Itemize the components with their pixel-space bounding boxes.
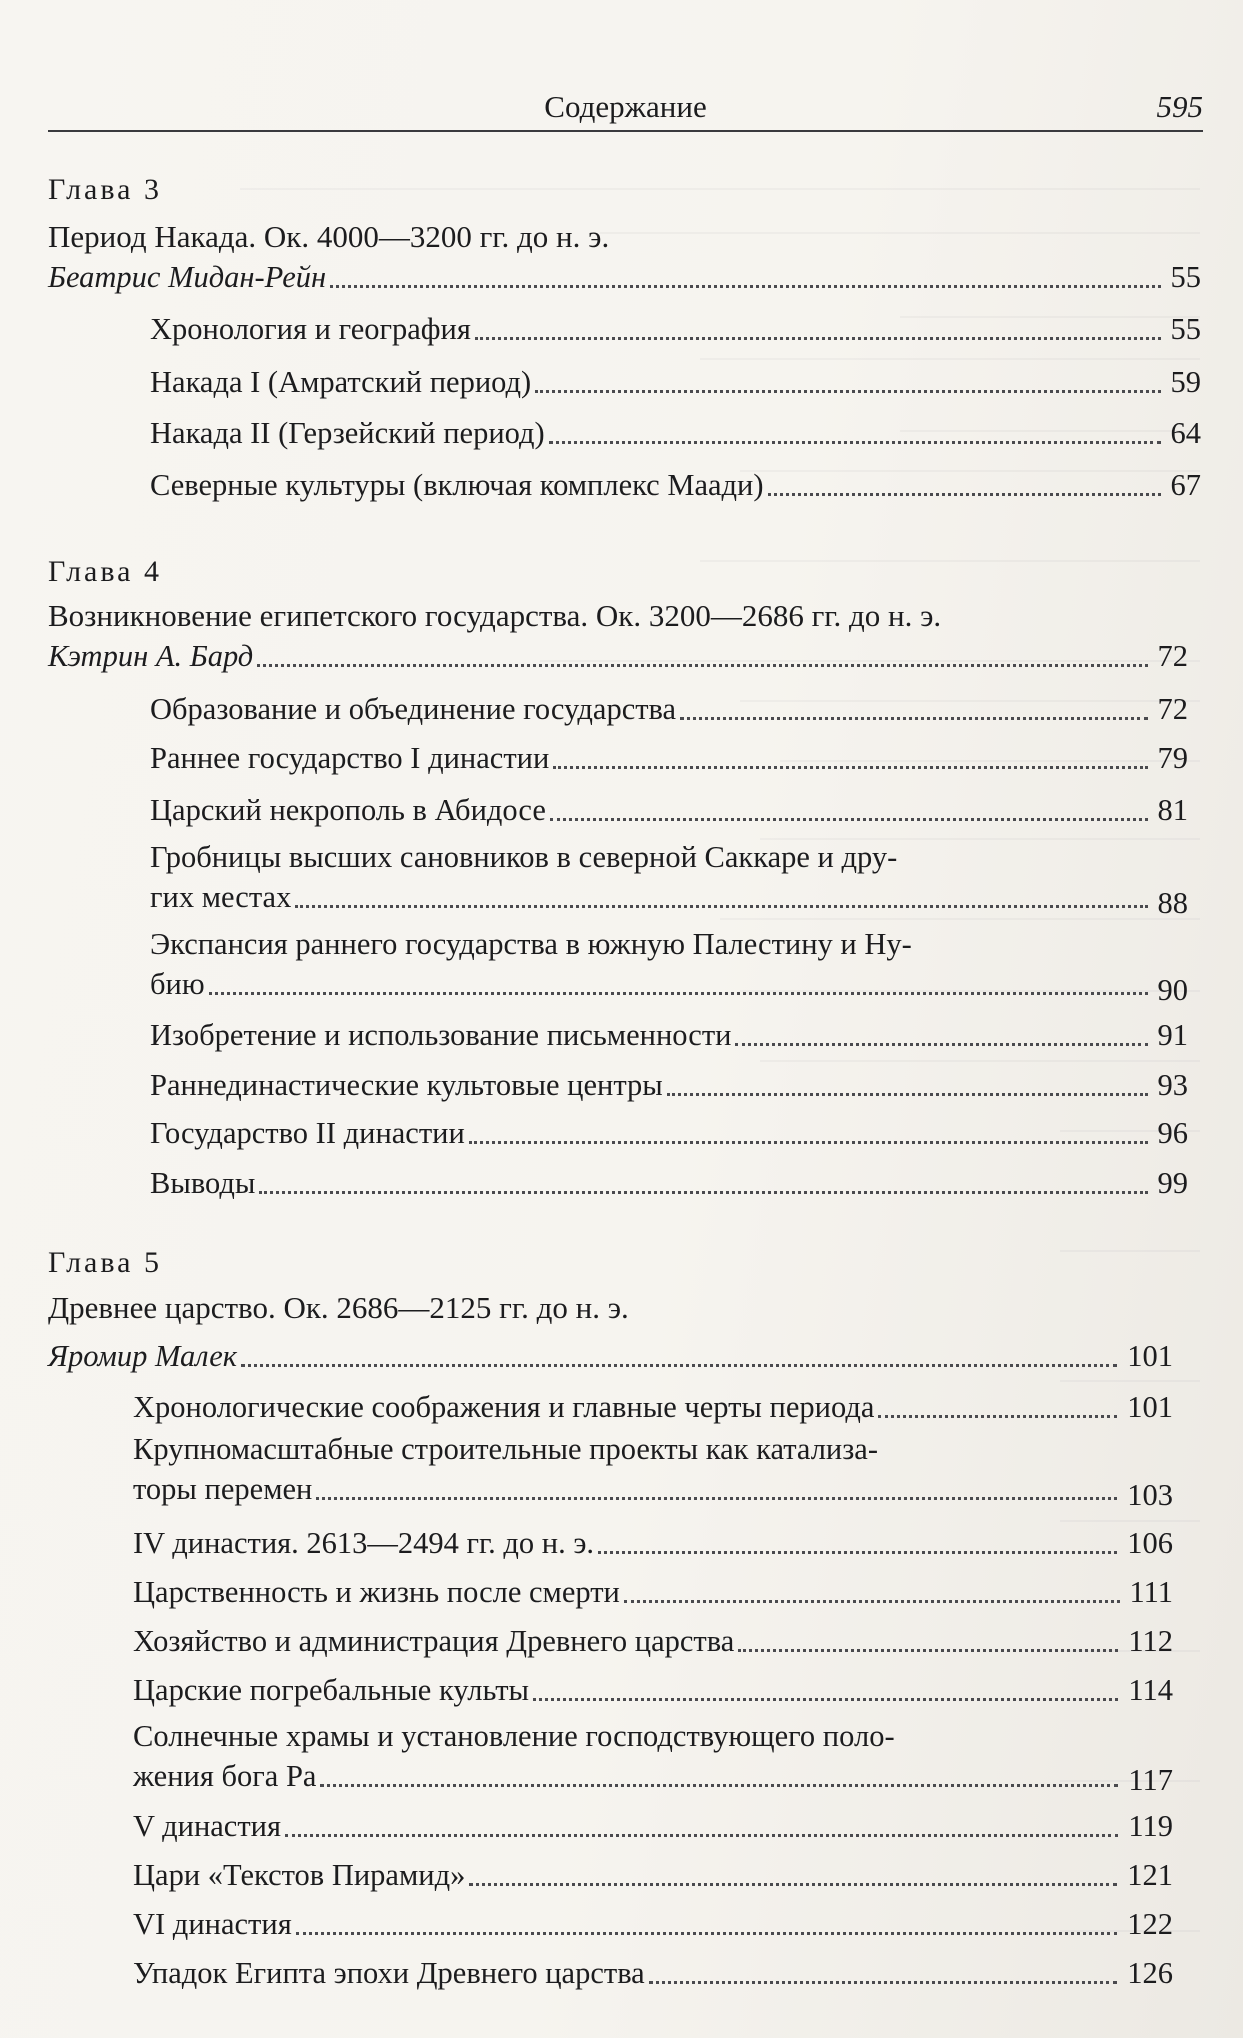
entry-title-line1: Экспансия раннего государства в южную Палестину и Ну- [150, 927, 912, 961]
entry-title: Накада II (Герзейский период) [150, 416, 545, 450]
entry-title-line1: Крупномасштабные строительные проекты как катализа- [133, 1432, 879, 1466]
entry-title: Хозяйство и администрация Древнего царства [133, 1624, 735, 1658]
page-ref: 55 [1170, 312, 1201, 346]
toc-entry[interactable] [133, 1621, 1173, 1661]
running-header [48, 84, 1203, 132]
entry-title-line2: гих местах [150, 880, 292, 914]
leader-dots [259, 1191, 1147, 1194]
leader-dots [549, 441, 1161, 444]
chapter-5-title: Древнее царство. Ок. 2686—2125 гг. до н. э. [48, 1290, 629, 1325]
entry-title: Цари «Текстов Пирамид» [133, 1858, 466, 1892]
leader-dots [738, 1649, 1118, 1652]
entry-title: Изобретение и использование письменности [150, 1018, 732, 1052]
chapter-3-author-entry[interactable] [48, 257, 1201, 297]
chapter-3-label: Глава 3 [48, 173, 162, 206]
entry-title: Царственность и жизнь после смерти [133, 1575, 620, 1609]
toc-entry[interactable] [150, 1015, 1188, 1055]
page-ref: 103 [1127, 1478, 1173, 1512]
page-ref: 59 [1170, 365, 1201, 399]
entry-title: V династия [133, 1809, 282, 1843]
page-ref: 112 [1128, 1624, 1173, 1658]
author-name: Яромир Малек [48, 1339, 238, 1373]
page-ref: 114 [1128, 1673, 1173, 1707]
toc-entry[interactable] [133, 1855, 1173, 1895]
chapter-4-title: Возникновение египетского государства. Ок. 3200—2686 гг. до н. э. [48, 598, 942, 633]
leader-dots [320, 1784, 1118, 1787]
page-ref: 79 [1157, 741, 1188, 775]
toc-entry-wrapped[interactable] [133, 1716, 1173, 1796]
leader-dots [241, 1364, 1117, 1367]
toc-entry-wrapped[interactable] [150, 837, 1188, 920]
leader-dots [533, 1698, 1118, 1701]
leader-dots [624, 1600, 1120, 1603]
page-ref: 64 [1170, 416, 1201, 450]
leader-dots [469, 1883, 1117, 1886]
toc-entry[interactable] [150, 790, 1188, 830]
toc-entry[interactable] [133, 1953, 1173, 1993]
leader-dots [553, 766, 1147, 769]
leader-dots [285, 1834, 1118, 1837]
entry-title-line2: торы перемен [133, 1472, 313, 1506]
entry-title: VI династия [133, 1907, 292, 1941]
author-name: Беатрис Мидан-Рейн [48, 260, 327, 294]
entry-title-line1: Гробницы высших сановников в северной Саккаре и дру- [150, 840, 898, 874]
leader-dots [535, 390, 1160, 393]
entry-title: IV династия. 2613—2494 гг. до н. э. [133, 1526, 595, 1560]
leader-dots [667, 1093, 1148, 1096]
page-ref: 55 [1170, 260, 1201, 294]
entry-title-line2: жения бога Ра [133, 1759, 317, 1793]
leader-dots [768, 493, 1161, 496]
page-ref: 93 [1157, 1068, 1188, 1102]
leader-dots [649, 1981, 1118, 1984]
page-ref: 99 [1157, 1166, 1188, 1200]
leader-dots [316, 1497, 1117, 1500]
toc-entry[interactable] [133, 1806, 1173, 1846]
toc-entry[interactable] [133, 1904, 1173, 1944]
toc-entry-wrapped[interactable] [150, 924, 1188, 1007]
entry-title: Выводы [150, 1166, 256, 1200]
leader-dots [296, 1932, 1118, 1935]
leader-dots [550, 818, 1148, 821]
entry-title-line1: Солнечные храмы и установление господствующего поло- [133, 1719, 895, 1753]
toc-entry-wrapped[interactable] [133, 1429, 1173, 1512]
toc-entry[interactable] [150, 1113, 1188, 1153]
page-ref: 72 [1157, 639, 1188, 673]
page-ref: 81 [1157, 793, 1188, 827]
entry-title: Раннединастические культовые центры [150, 1068, 663, 1102]
entry-title: Царские погребальные культы [133, 1673, 530, 1707]
leader-dots [209, 992, 1148, 995]
toc-entry[interactable] [150, 1163, 1188, 1203]
leader-dots [469, 1141, 1148, 1144]
chapter-4-label: Глава 4 [48, 555, 162, 588]
page-ref: 72 [1157, 692, 1188, 726]
page-ref: 122 [1127, 1907, 1173, 1941]
toc-entry[interactable] [133, 1572, 1173, 1612]
toc-entry[interactable] [133, 1387, 1173, 1427]
page-ref: 67 [1170, 468, 1201, 502]
entry-title: Накада I (Амратский период) [150, 365, 532, 399]
toc-entry[interactable] [150, 1065, 1188, 1105]
chapter-3-title: Период Накада. Ок. 4000—3200 гг. до н. э. [48, 219, 610, 254]
toc-entry[interactable] [150, 689, 1188, 729]
leader-dots [598, 1551, 1117, 1554]
page-ref: 117 [1128, 1763, 1173, 1797]
leader-dots [878, 1415, 1117, 1418]
entry-title: Царский некрополь в Абидосе [150, 793, 546, 827]
entry-title: Упадок Египта эпохи Древнего царства [133, 1956, 645, 1990]
leader-dots [475, 337, 1161, 340]
page-ref: 121 [1127, 1858, 1173, 1892]
page-ref: 119 [1128, 1809, 1173, 1843]
toc-entry[interactable] [150, 465, 1201, 505]
chapter-5-label: Глава 5 [48, 1246, 162, 1279]
entry-title-line2: бию [150, 967, 205, 1001]
running-title: Содержание [544, 89, 707, 124]
page-ref: 96 [1157, 1116, 1188, 1150]
chapter-5-author-entry[interactable] [48, 1336, 1173, 1376]
author-name: Кэтрин А. Бард [48, 639, 254, 673]
page-ref: 90 [1157, 973, 1188, 1007]
entry-title: Раннее государство I династии [150, 741, 550, 775]
chapter-4-author-entry[interactable] [48, 636, 1188, 676]
toc-entry[interactable] [133, 1670, 1173, 1710]
entry-title: Хронологические соображения и главные черты периода [133, 1390, 875, 1424]
toc-entry[interactable] [150, 309, 1201, 349]
page-ref: 111 [1129, 1575, 1173, 1609]
toc-entry[interactable] [133, 1523, 1173, 1563]
toc-entry[interactable] [150, 413, 1201, 453]
toc-entry[interactable] [150, 362, 1201, 402]
page-number: 595 [1156, 89, 1203, 124]
page-ref: 126 [1127, 1956, 1173, 1990]
toc-entry[interactable] [150, 738, 1188, 778]
page-ref: 91 [1157, 1018, 1188, 1052]
page-ref: 106 [1127, 1526, 1173, 1560]
page-ref: 101 [1127, 1390, 1173, 1424]
entry-title: Хронология и география [150, 312, 471, 346]
leader-dots [680, 717, 1147, 720]
leader-dots [735, 1043, 1147, 1046]
entry-title: Северные культуры (включая комплекс Маади) [150, 468, 764, 502]
entry-title: Государство II династии [150, 1116, 465, 1150]
entry-title: Образование и объединение государства [150, 692, 677, 726]
leader-dots [330, 285, 1160, 288]
page-ref: 101 [1127, 1339, 1173, 1373]
page-ref: 88 [1157, 886, 1188, 920]
leader-dots [257, 664, 1147, 667]
leader-dots [295, 905, 1147, 908]
